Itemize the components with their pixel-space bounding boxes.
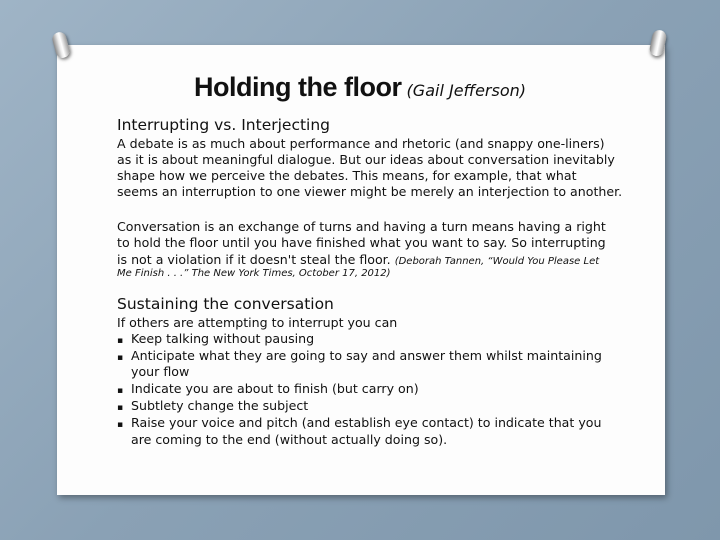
bullet-icon: ▪ xyxy=(117,403,124,413)
text-line: If others are attempting to interrupt you can xyxy=(117,315,398,330)
bullet-text: Subtlety change the subject xyxy=(131,398,309,413)
bullet-text: are coming to the end (without actually doing so). xyxy=(131,432,448,447)
bullet-text: Raise your voice and pitch (and establish eye contact) to indicate that you xyxy=(131,415,602,430)
text-line: to hold the floor until you have finished what you want to say. So interrupting xyxy=(117,235,606,250)
bullet-icon: ▪ xyxy=(117,353,124,363)
citation: (Deborah Tannen, “Would You Please Let xyxy=(394,256,600,267)
section-heading: Sustaining the conversation xyxy=(117,295,334,313)
bullet-item xyxy=(117,398,308,417)
text-span: is not a violation if it doesn't steal the floor. xyxy=(117,252,391,267)
bullet-item xyxy=(117,432,447,449)
bullet-icon: ▪ xyxy=(117,336,124,346)
bullet-text: Anticipate what they are going to say and answer them whilst maintaining xyxy=(131,348,602,363)
bullet-item xyxy=(117,381,419,400)
text-line: A debate is as much about performance and rhetoric (and snappy one-liners) xyxy=(117,136,605,151)
bullet-item xyxy=(117,331,314,350)
title-sub: (Gail Jefferson) xyxy=(406,81,527,100)
section-heading: Interrupting vs. Interjecting xyxy=(117,116,331,134)
bullet-text: Keep talking without pausing xyxy=(131,331,315,346)
bullet-text: Indicate you are about to finish (but carry on) xyxy=(131,381,419,396)
slide-title xyxy=(0,72,720,103)
bullet-item xyxy=(117,364,189,381)
bullet-icon: ▪ xyxy=(117,420,124,430)
citation: Me Finish . . .” The New York Times, October 17, 2012) xyxy=(117,268,391,279)
text-line: as it is about meaningful dialogue. But our ideas about conversation inevitably xyxy=(117,152,615,167)
bullet-item xyxy=(117,415,601,434)
text-line: Conversation is an exchange of turns and having a turn means having a right xyxy=(117,219,606,234)
text-line: shape how we perceive the debates. This means, for example, that what xyxy=(117,168,577,183)
pin-icon xyxy=(51,31,71,60)
bullet-text: your flow xyxy=(131,364,190,379)
title-main: Holding the floor xyxy=(193,72,402,102)
bullet-icon: ▪ xyxy=(117,386,124,396)
bullet-item xyxy=(117,348,602,367)
text-line: seems an interruption to one viewer might be merely an interjection to another. xyxy=(117,184,623,199)
